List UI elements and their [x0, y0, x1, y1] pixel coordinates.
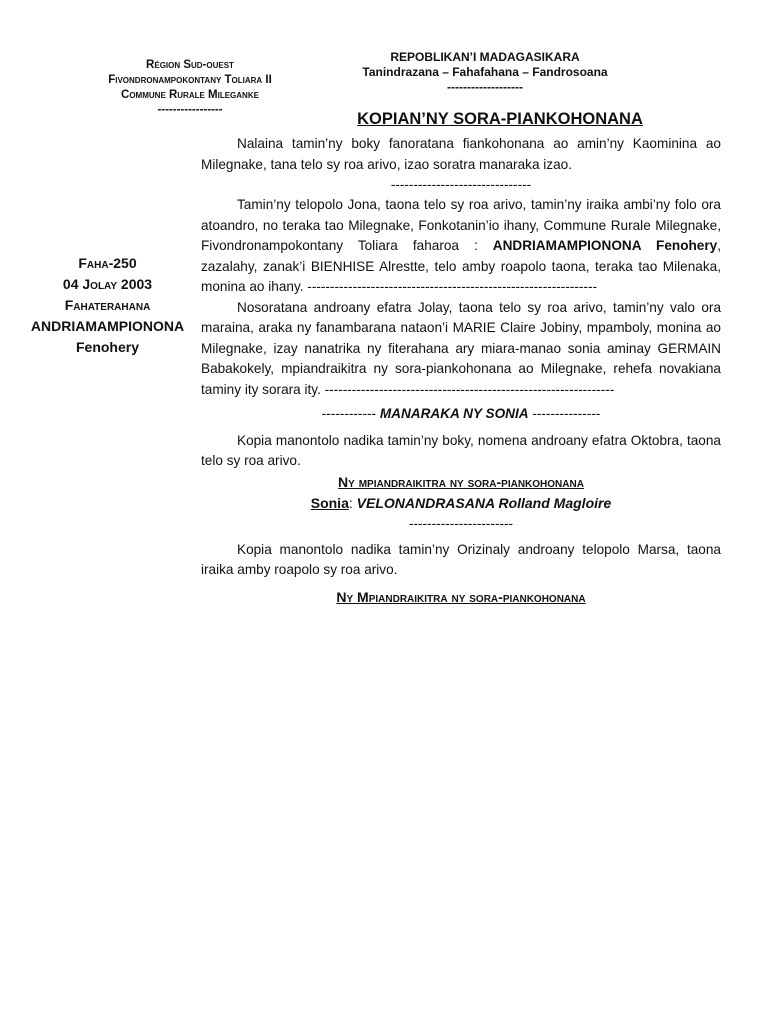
- paragraph-copy-1: Kopia manontolo nadika tamin’ny boky, nomena androany efatra Oktobra, taona telo sy roa arivo.: [201, 432, 721, 468]
- birth-text-a: Tamin’ny telopolo Jona, taona telo sy roa arivo, tamin’ny iraika ambi’ny folo ora atoandro, no teraka tao Milegnake, Fonkotanin’io ihany, Commune Rurale Milegnake, Fivondronampokontany Toliara faharoa :: [201, 197, 721, 253]
- signature-line: [201, 493, 721, 514]
- section-title: MANARAKA NY SONIA: [379, 406, 529, 421]
- record-firstname: Fenohery: [75, 339, 139, 355]
- header-left: [70, 58, 310, 118]
- motto-line: Tanindrazana – Fahafahana – Fandrosoana: [362, 65, 608, 79]
- document-body: [201, 134, 721, 608]
- birth-text-b: , zazalahy, zanak’i BIENHISE Alrestte, telo amby roapolo taona, teraka tao Milenaka, monina ao ihany. ----------------------------------------------------------------: [201, 238, 721, 294]
- section-dashes-left: ------------: [321, 406, 380, 421]
- header-right: [330, 50, 640, 95]
- record-date: 04 Jolay 2003: [62, 276, 153, 292]
- sonia-colon: :: [348, 494, 357, 511]
- country-line: REPOBLIKAN’I MADAGASIKARA: [390, 50, 580, 64]
- birth-child-name: ANDRIAMAMPIONONA Fenohery: [492, 238, 718, 253]
- sonia-label: Sonia: [310, 494, 349, 511]
- record-type: Fahaterahana: [64, 297, 151, 313]
- region-line: Région Sud-ouest: [146, 59, 234, 71]
- header-right-separator: -------------------: [447, 80, 523, 94]
- signature-title-2: Ny Mpiandraikitra ny sora-piankohonana: [336, 588, 586, 605]
- record-surname: ANDRIAMAMPIONONA: [30, 318, 185, 334]
- record-number: Faha-250: [78, 255, 137, 271]
- paragraph-intro: Nalaina tamin’ny boky fanoratana fiankohonana ao amin’ny Kaominina ao Milegnake, tana telo sy roa arivo, izao soratra manaraka izao.: [201, 136, 721, 172]
- district-line: Fivondronampokontany Toliara II: [108, 74, 272, 86]
- header-left-separator: -----------------: [157, 104, 223, 116]
- signatory-name: VELONANDRASANA Rolland Magloire: [356, 494, 612, 511]
- paragraph-birth: [201, 195, 721, 298]
- paragraph-copy-2: Kopia manontolo nadika tamin’ny Orizinaly androany telopolo Marsa, taona iraika amby roapolo sy roa arivo.: [201, 541, 721, 577]
- signature-title-1: Ny mpiandraikitra ny sora-piankohonana: [338, 473, 584, 490]
- section-heading: [201, 404, 721, 425]
- body-separator-2: -----------------------: [408, 515, 514, 531]
- commune-line: Commune Rurale Mileganke: [121, 89, 259, 101]
- body-separator-1: -------------------------------: [390, 177, 532, 192]
- section-dashes-right: ---------------: [528, 406, 601, 421]
- paragraph-declaration: Nosoratana androany efatra Jolay, taona telo sy roa arivo, tamin’ny valo ora maraina, araka ny fanambarana nataon’i MARIE Claire Jobiny, mpamboly, monina ao Milegnake, izay nanatrika ny fiterahana ary miara-manao sonia aminay GERMAIN Babakokely, mpiandraikitra ny sora-piankohonana ao Milegnake, rehefa novakiana taminy ity sorara ity. ----------------------------------------------------------------: [201, 299, 721, 397]
- document-title: KOPIAN’NY SORA-PIANKOHONANA: [357, 110, 643, 128]
- margin-note: [30, 253, 185, 358]
